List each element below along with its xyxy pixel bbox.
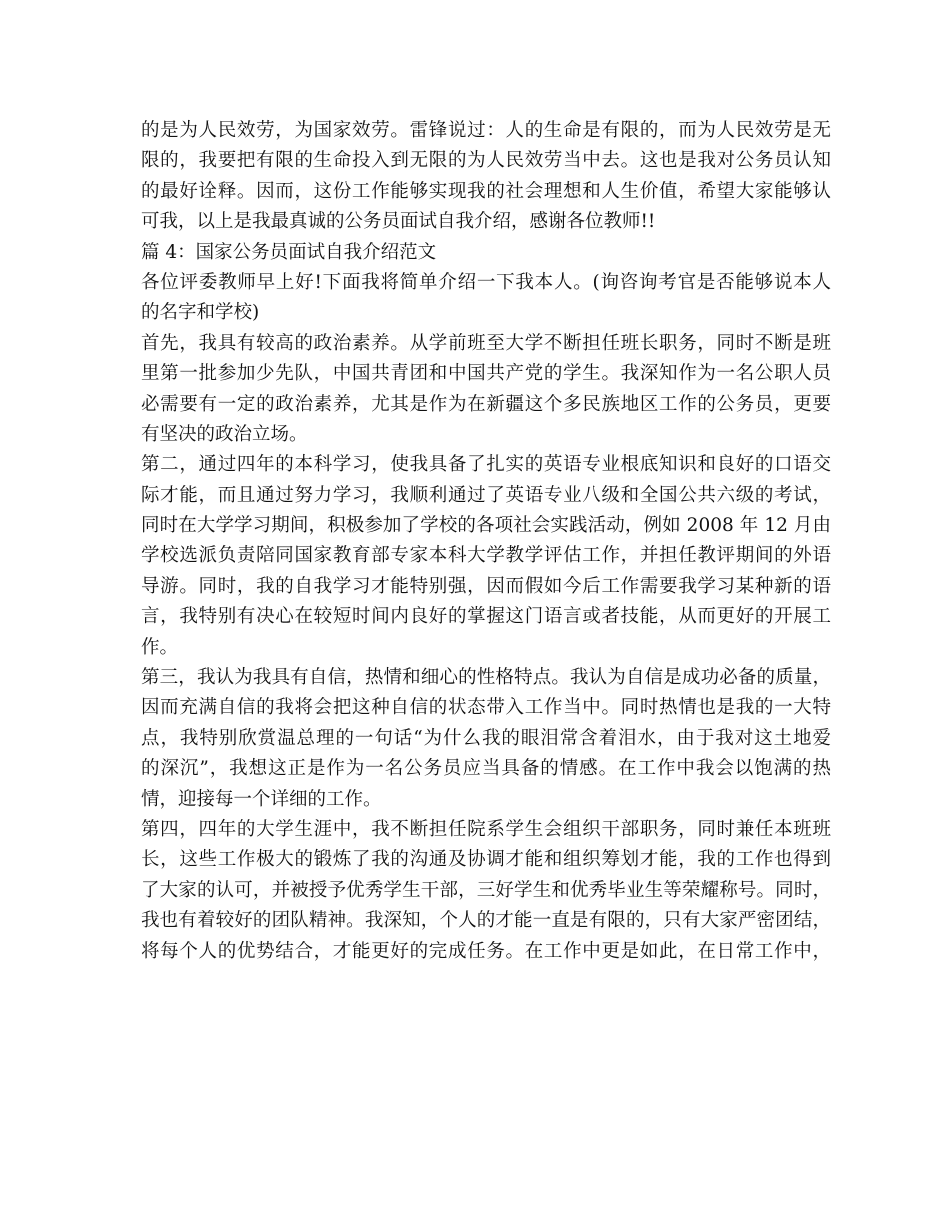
paragraph-line: 的名字和学校) <box>141 302 260 324</box>
paragraph-line: 言，我特别有决心在较短时间内良好的掌握这门语言或者技能，从而更好的开展工 <box>141 606 831 628</box>
paragraph-line: 首先，我具有较高的政治素养。从学前班至大学不断担任班长职务，同时不断是班 <box>141 332 831 354</box>
paragraph-line: 有坚决的政治立场。 <box>141 423 308 445</box>
paragraph-line: 可我，以上是我最真诚的公务员面试自我介绍，感谢各位教师!! <box>141 211 656 233</box>
paragraph-line: 作。 <box>141 636 179 658</box>
section-heading: 篇 4：国家公务员面试自我介绍范文 <box>141 241 437 263</box>
paragraph-line: 将每个人的优势结合，才能更好的完成任务。在工作中更是如此，在日常工作中， <box>141 940 831 962</box>
paragraph-line: 点，我特别欣赏温总理的一句话“为什么我的眼泪常含着泪水，由于我对这土地爱 <box>141 727 831 749</box>
paragraph-line: 我也有着较好的团队精神。我深知，个人的才能一直是有限的，只有大家严密团结， <box>141 910 831 932</box>
paragraph-line: 因而充满自信的我将会把这种自信的状态带入工作当中。同时热情也是我的一大特 <box>141 697 831 719</box>
paragraph-line: 同时在大学学习期间，积极参加了学校的各项社会实践活动，例如 2008 年 12 月由 <box>141 515 831 537</box>
paragraph-line: 各位评委教师早上好!下面我将简单介绍一下我本人。(询咨询考官是否能够说本人 <box>141 271 831 293</box>
paragraph-line: 第四，四年的大学生涯中，我不断担任院系学生会组织干部职务，同时兼任本班班 <box>141 818 831 840</box>
paragraph-line: 必需要有一定的政治素养，尤其是作为在新疆这个多民族地区工作的公务员，更要 <box>141 393 831 415</box>
paragraph-line: 情，迎接每一个详细的工作。 <box>141 788 382 810</box>
paragraph-line: 导游。同时，我的自我学习才能特别强，因而假如今后工作需要我学习某种新的语 <box>141 575 831 597</box>
paragraph-line: 限的，我要把有限的生命投入到无限的为人民效劳当中去。这也是我对公务员认知 <box>141 150 831 172</box>
paragraph-line: 第三，我认为我具有自信，热情和细心的性格特点。我认为自信是成功必备的质量， <box>141 667 831 689</box>
paragraph-line: 的最好诠释。因而，这份工作能够实现我的社会理想和人生价值，希望大家能够认 <box>141 180 831 202</box>
paragraph-line: 的深沉”，我想这正是作为一名公务员应当具备的情感。在工作中我会以饱满的热 <box>141 758 831 780</box>
paragraph-line: 长，这些工作极大的锻炼了我的沟通及协调才能和组织筹划才能，我的工作也得到 <box>141 849 831 871</box>
paragraph-line: 里第一批参加少先队，中国共青团和中国共产党的学生。我深知作为一名公职人员 <box>141 363 831 385</box>
paragraph-line: 际才能，而且通过努力学习，我顺利通过了英语专业八级和全国公共六级的考试， <box>141 484 831 506</box>
paragraph-line: 第二，通过四年的本科学习，使我具备了扎实的英语专业根底知识和良好的口语交 <box>141 454 831 476</box>
paragraph-line: 学校选派负责陪同国家教育部专家本科大学教学评估工作，并担任教评期间的外语 <box>141 545 831 567</box>
paragraph-line: 的是为人民效劳，为国家效劳。雷锋说过：人的生命是有限的，而为人民效劳是无 <box>141 120 831 141</box>
paragraph-line: 了大家的认可，并被授予优秀学生干部，三好学生和优秀毕业生等荣耀称号。同时， <box>141 879 831 901</box>
document-body <box>141 116 831 967</box>
